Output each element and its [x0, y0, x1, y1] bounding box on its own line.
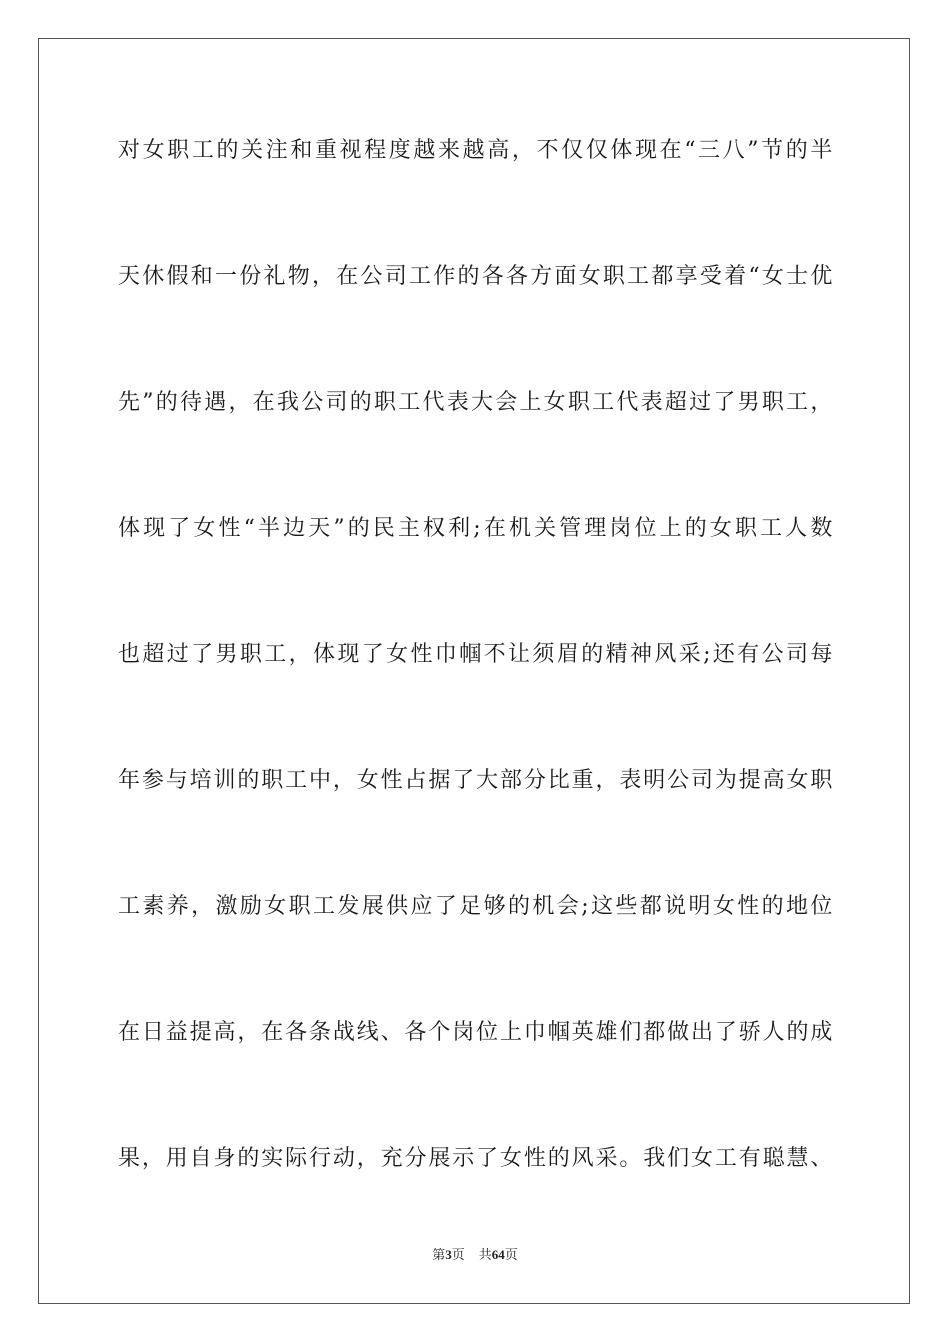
total-pages: 64: [491, 1247, 505, 1262]
text-line: 也超过了男职工，体现了女性巾帼不让须眉的精神风采;还有公司每: [118, 642, 834, 667]
text-line: 体现了女性“半边天”的民主权利;在机关管理岗位上的女职工人数: [118, 516, 834, 541]
text-line: 在日益提高，在各条战线、各个岗位上巾帼英雄们都做出了骄人的成: [118, 1020, 834, 1045]
total-suffix: 页: [504, 1247, 518, 1262]
page-prefix: 第: [432, 1247, 446, 1262]
text-line: 天休假和一份礼物，在公司工作的各各方面女职工都享受着“女士优: [118, 264, 834, 289]
page-suffix: 页: [451, 1247, 465, 1262]
text-line: 先”的待遇，在我公司的职工代表大会上女职工代表超过了男职工，: [118, 390, 834, 415]
page-number: 3: [445, 1247, 452, 1262]
total-prefix: 共: [478, 1247, 492, 1262]
text-line: 工素养，激励女职工发展供应了足够的机会;这些都说明女性的地位: [118, 894, 834, 919]
text-line: 果，用自身的实际行动，充分展示了女性的风采。我们女工有聪慧、: [118, 1146, 834, 1171]
text-line: 对女职工的关注和重视程度越来越高，不仅仅体现在“三八”节的半: [118, 138, 834, 163]
document-body: [118, 120, 834, 1254]
page-footer: [0, 1244, 950, 1263]
text-line: 年参与培训的职工中，女性占据了大部分比重，表明公司为提高女职: [118, 768, 834, 793]
